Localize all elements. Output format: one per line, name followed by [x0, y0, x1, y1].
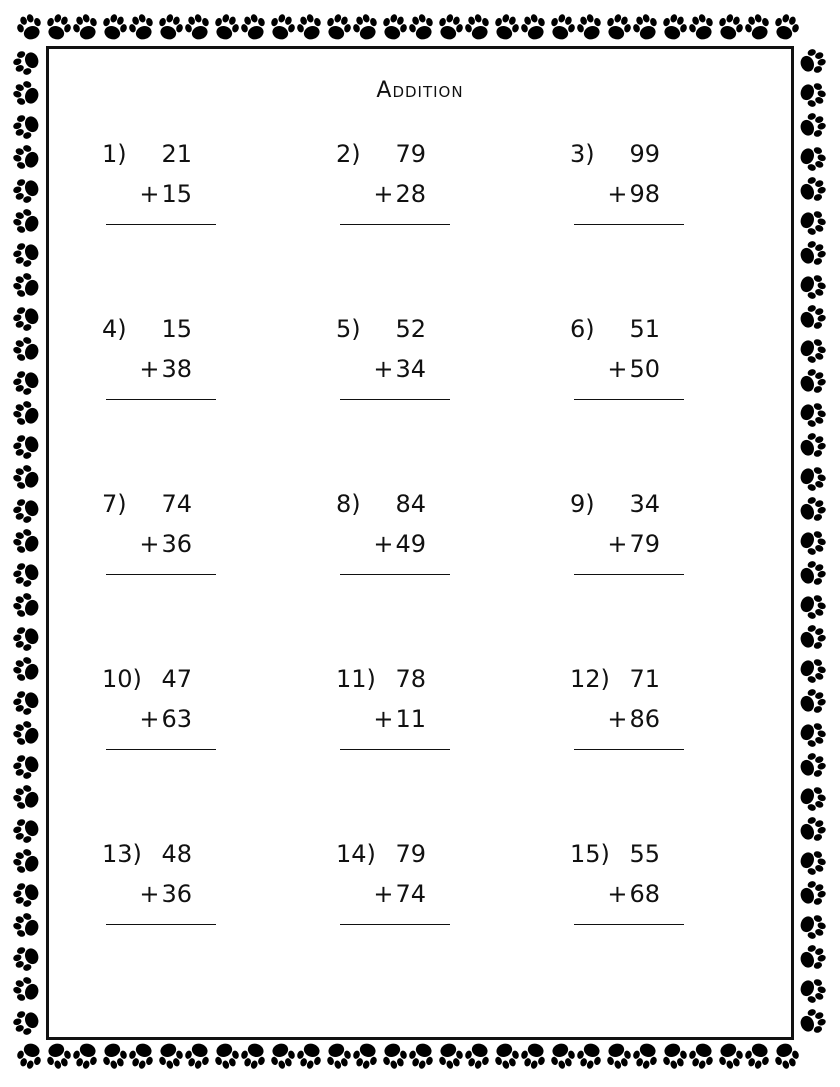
- answer-line: [106, 399, 216, 400]
- paw-print-icon: [10, 462, 42, 493]
- paw-print-icon: [797, 271, 829, 302]
- paw-print-icon: [211, 1040, 242, 1072]
- paw-print-icon: [797, 878, 829, 909]
- plus-sign: +: [373, 880, 394, 908]
- problem-number: 1): [102, 140, 127, 168]
- plus-sign: +: [139, 180, 160, 208]
- paw-print-icon: [10, 495, 42, 526]
- paw-print-icon: [603, 1040, 634, 1072]
- paw-print-icon: [211, 11, 242, 43]
- bottom-addend: 34: [395, 355, 426, 383]
- paw-print-icon: [547, 11, 578, 43]
- answer-line: [106, 224, 216, 225]
- plus-sign: +: [373, 180, 394, 208]
- paw-print-icon: [491, 1040, 522, 1072]
- paw-print-icon: [99, 1040, 130, 1072]
- answer-line: [340, 749, 450, 750]
- top-addend: 71: [629, 665, 660, 693]
- paw-print-icon: [742, 1040, 773, 1072]
- paw-print-icon: [574, 11, 605, 43]
- bottom-addend-row: [373, 355, 426, 383]
- bottom-addend-row: [139, 705, 192, 733]
- paw-print-icon: [267, 11, 298, 43]
- paw-print-icon: [323, 11, 354, 43]
- problem-number: 3): [570, 140, 595, 168]
- paw-print-icon: [797, 655, 829, 686]
- paw-print-icon: [238, 11, 269, 43]
- paw-print-icon: [294, 11, 325, 43]
- paw-print-icon: [547, 1040, 578, 1072]
- bottom-addend: 86: [629, 705, 660, 733]
- worksheet-title: Addition: [376, 78, 464, 103]
- paw-print-icon: [686, 1040, 717, 1072]
- problem-number: 10): [102, 665, 142, 693]
- problem-number: 2): [336, 140, 361, 168]
- problem-number: 5): [336, 315, 361, 343]
- top-addend: 51: [629, 315, 660, 343]
- paw-print-icon: [797, 942, 829, 973]
- bottom-addend-row: [607, 180, 660, 208]
- bottom-addend: 49: [395, 530, 426, 558]
- paw-print-icon: [323, 1040, 354, 1072]
- problem-6: [570, 315, 690, 415]
- paw-print-icon: [797, 847, 829, 878]
- bottom-addend: 68: [629, 880, 660, 908]
- paw-print-icon: [603, 11, 634, 43]
- bottom-addend: 79: [629, 530, 660, 558]
- paw-print-icon: [715, 1040, 746, 1072]
- paw-print-icon: [10, 590, 42, 621]
- bottom-addend-row: [607, 880, 660, 908]
- paw-print-icon: [10, 623, 42, 654]
- problem-8: [336, 490, 456, 590]
- bottom-addend-row: [139, 530, 192, 558]
- paw-print-icon: [406, 11, 437, 43]
- paw-print-icon: [10, 910, 42, 941]
- answer-line: [340, 924, 450, 925]
- problem-13: [102, 840, 222, 940]
- plus-sign: +: [607, 355, 628, 383]
- paw-print-icon: [10, 559, 42, 590]
- paw-print-icon: [10, 974, 42, 1005]
- paw-print-icon: [435, 1040, 466, 1072]
- bottom-addend-row: [373, 705, 426, 733]
- problem-4: [102, 315, 222, 415]
- top-addend: 21: [161, 140, 192, 168]
- paw-print-icon: [462, 1040, 493, 1072]
- answer-line: [574, 924, 684, 925]
- plus-sign: +: [607, 530, 628, 558]
- problem-number: 11): [336, 665, 376, 693]
- bottom-addend-row: [373, 880, 426, 908]
- paw-print-icon: [771, 11, 802, 43]
- answer-line: [106, 749, 216, 750]
- plus-sign: +: [373, 530, 394, 558]
- paw-print-icon: [10, 175, 42, 206]
- top-addend: 99: [629, 140, 660, 168]
- paw-print-icon: [742, 11, 773, 43]
- paw-print-icon: [126, 1040, 157, 1072]
- top-addend: 74: [161, 490, 192, 518]
- paw-print-icon: [435, 11, 466, 43]
- answer-line: [574, 224, 684, 225]
- problem-9: [570, 490, 690, 590]
- bottom-addend: 11: [395, 705, 426, 733]
- problem-number: 14): [336, 840, 376, 868]
- paw-print-icon: [379, 11, 410, 43]
- problem-1: [102, 140, 222, 240]
- paw-print-icon: [10, 943, 42, 974]
- answer-line: [340, 574, 450, 575]
- plus-sign: +: [139, 530, 160, 558]
- bottom-addend: 63: [161, 705, 192, 733]
- plus-sign: +: [607, 880, 628, 908]
- top-addend: 79: [395, 840, 426, 868]
- paw-print-icon: [797, 975, 829, 1006]
- plus-sign: +: [607, 180, 628, 208]
- paw-print-icon: [797, 463, 829, 494]
- paw-print-icon: [10, 398, 42, 429]
- top-addend: 79: [395, 140, 426, 168]
- problem-2: [336, 140, 456, 240]
- paw-print-icon: [238, 1040, 269, 1072]
- bottom-addend-row: [373, 180, 426, 208]
- paw-print-icon: [797, 1006, 829, 1037]
- paw-print-icon: [797, 335, 829, 366]
- top-addend: 55: [629, 840, 660, 868]
- paw-print-icon: [518, 1040, 549, 1072]
- problem-number: 13): [102, 840, 142, 868]
- paw-print-icon: [797, 686, 829, 717]
- top-addend: 15: [161, 315, 192, 343]
- paw-print-icon: [518, 11, 549, 43]
- paw-print-icon: [14, 1040, 45, 1072]
- problem-number: 12): [570, 665, 610, 693]
- paw-print-icon: [70, 11, 101, 43]
- answer-line: [574, 399, 684, 400]
- paw-print-icon: [10, 751, 42, 782]
- paw-print-icon: [659, 11, 690, 43]
- answer-line: [574, 749, 684, 750]
- paw-print-icon: [10, 846, 42, 877]
- top-addend: 34: [629, 490, 660, 518]
- paw-print-icon: [797, 174, 829, 205]
- plus-sign: +: [373, 355, 394, 383]
- bottom-addend-row: [373, 530, 426, 558]
- problem-number: 9): [570, 490, 595, 518]
- paw-print-icon: [10, 270, 42, 301]
- top-addend: 84: [395, 490, 426, 518]
- paw-print-icon: [797, 622, 829, 653]
- paw-print-icon: [10, 142, 42, 173]
- problem-14: [336, 840, 456, 940]
- paw-print-icon: [10, 303, 42, 334]
- paw-print-icon: [797, 143, 829, 174]
- paw-print-icon: [715, 11, 746, 43]
- bottom-addend: 15: [161, 180, 192, 208]
- paw-print-icon: [350, 11, 381, 43]
- bottom-addend-row: [607, 530, 660, 558]
- paw-print-icon: [659, 1040, 690, 1072]
- paw-print-icon: [14, 11, 45, 43]
- paw-print-icon: [797, 783, 829, 814]
- problem-7: [102, 490, 222, 590]
- paw-print-icon: [797, 750, 829, 781]
- plus-sign: +: [607, 705, 628, 733]
- paw-print-icon: [686, 11, 717, 43]
- paw-print-icon: [10, 815, 42, 846]
- problem-11: [336, 665, 456, 765]
- paw-print-icon: [99, 11, 130, 43]
- problem-3: [570, 140, 690, 240]
- paw-print-icon: [797, 207, 829, 238]
- paw-print-icon: [10, 654, 42, 685]
- bottom-addend-row: [607, 705, 660, 733]
- paw-print-icon: [70, 1040, 101, 1072]
- paw-print-icon: [797, 719, 829, 750]
- paw-print-icon: [797, 238, 829, 269]
- bottom-addend: 98: [629, 180, 660, 208]
- answer-line: [106, 924, 216, 925]
- paw-print-icon: [630, 11, 661, 43]
- top-addend: 52: [395, 315, 426, 343]
- plus-sign: +: [139, 880, 160, 908]
- paw-print-icon: [182, 1040, 213, 1072]
- bottom-addend: 74: [395, 880, 426, 908]
- paw-print-icon: [294, 1040, 325, 1072]
- paw-print-icon: [797, 399, 829, 430]
- bottom-addend-row: [139, 180, 192, 208]
- paw-print-icon: [10, 334, 42, 365]
- paw-print-icon: [797, 558, 829, 589]
- paw-print-icon: [10, 111, 42, 142]
- plus-sign: +: [139, 355, 160, 383]
- problem-number: 6): [570, 315, 595, 343]
- paw-print-icon: [462, 11, 493, 43]
- problem-15: [570, 840, 690, 940]
- bottom-addend-row: [607, 355, 660, 383]
- paw-print-icon: [155, 1040, 186, 1072]
- top-addend: 78: [395, 665, 426, 693]
- paw-print-icon: [771, 1040, 802, 1072]
- paw-print-icon: [797, 430, 829, 461]
- problem-number: 7): [102, 490, 127, 518]
- paw-print-icon: [155, 11, 186, 43]
- paw-print-icon: [10, 47, 42, 78]
- paw-print-icon: [797, 110, 829, 141]
- paw-print-icon: [797, 591, 829, 622]
- top-addend: 47: [161, 665, 192, 693]
- paw-print-icon: [126, 11, 157, 43]
- paw-print-icon: [10, 1007, 42, 1038]
- paw-print-icon: [574, 1040, 605, 1072]
- paw-print-icon: [10, 431, 42, 462]
- problem-12: [570, 665, 690, 765]
- paw-print-icon: [182, 11, 213, 43]
- bottom-addend: 38: [161, 355, 192, 383]
- answer-line: [106, 574, 216, 575]
- problem-10: [102, 665, 222, 765]
- problem-number: 8): [336, 490, 361, 518]
- problem-number: 4): [102, 315, 127, 343]
- bottom-addend: 28: [395, 180, 426, 208]
- bottom-addend: 36: [161, 880, 192, 908]
- plus-sign: +: [139, 705, 160, 733]
- paw-print-icon: [797, 302, 829, 333]
- paw-print-icon: [797, 46, 829, 77]
- bottom-addend: 36: [161, 530, 192, 558]
- paw-print-icon: [350, 1040, 381, 1072]
- paw-print-icon: [267, 1040, 298, 1072]
- paw-print-icon: [10, 687, 42, 718]
- paw-print-icon: [10, 206, 42, 237]
- paw-print-icon: [797, 366, 829, 397]
- paw-print-icon: [10, 367, 42, 398]
- paw-print-icon: [797, 494, 829, 525]
- paw-print-icon: [406, 1040, 437, 1072]
- answer-line: [340, 224, 450, 225]
- paw-print-icon: [491, 11, 522, 43]
- paw-print-icon: [797, 911, 829, 942]
- bottom-addend-row: [139, 355, 192, 383]
- answer-line: [574, 574, 684, 575]
- paw-print-icon: [797, 527, 829, 558]
- problem-5: [336, 315, 456, 415]
- plus-sign: +: [373, 705, 394, 733]
- problem-number: 15): [570, 840, 610, 868]
- paw-print-icon: [10, 718, 42, 749]
- paw-print-icon: [10, 782, 42, 813]
- paw-print-icon: [630, 1040, 661, 1072]
- bottom-addend-row: [139, 880, 192, 908]
- paw-print-icon: [43, 11, 74, 43]
- bottom-addend: 50: [629, 355, 660, 383]
- paw-print-icon: [797, 814, 829, 845]
- paw-print-icon: [43, 1040, 74, 1072]
- paw-print-icon: [10, 239, 42, 270]
- paw-print-icon: [379, 1040, 410, 1072]
- answer-line: [340, 399, 450, 400]
- paw-print-icon: [10, 879, 42, 910]
- top-addend: 48: [161, 840, 192, 868]
- paw-print-icon: [10, 526, 42, 557]
